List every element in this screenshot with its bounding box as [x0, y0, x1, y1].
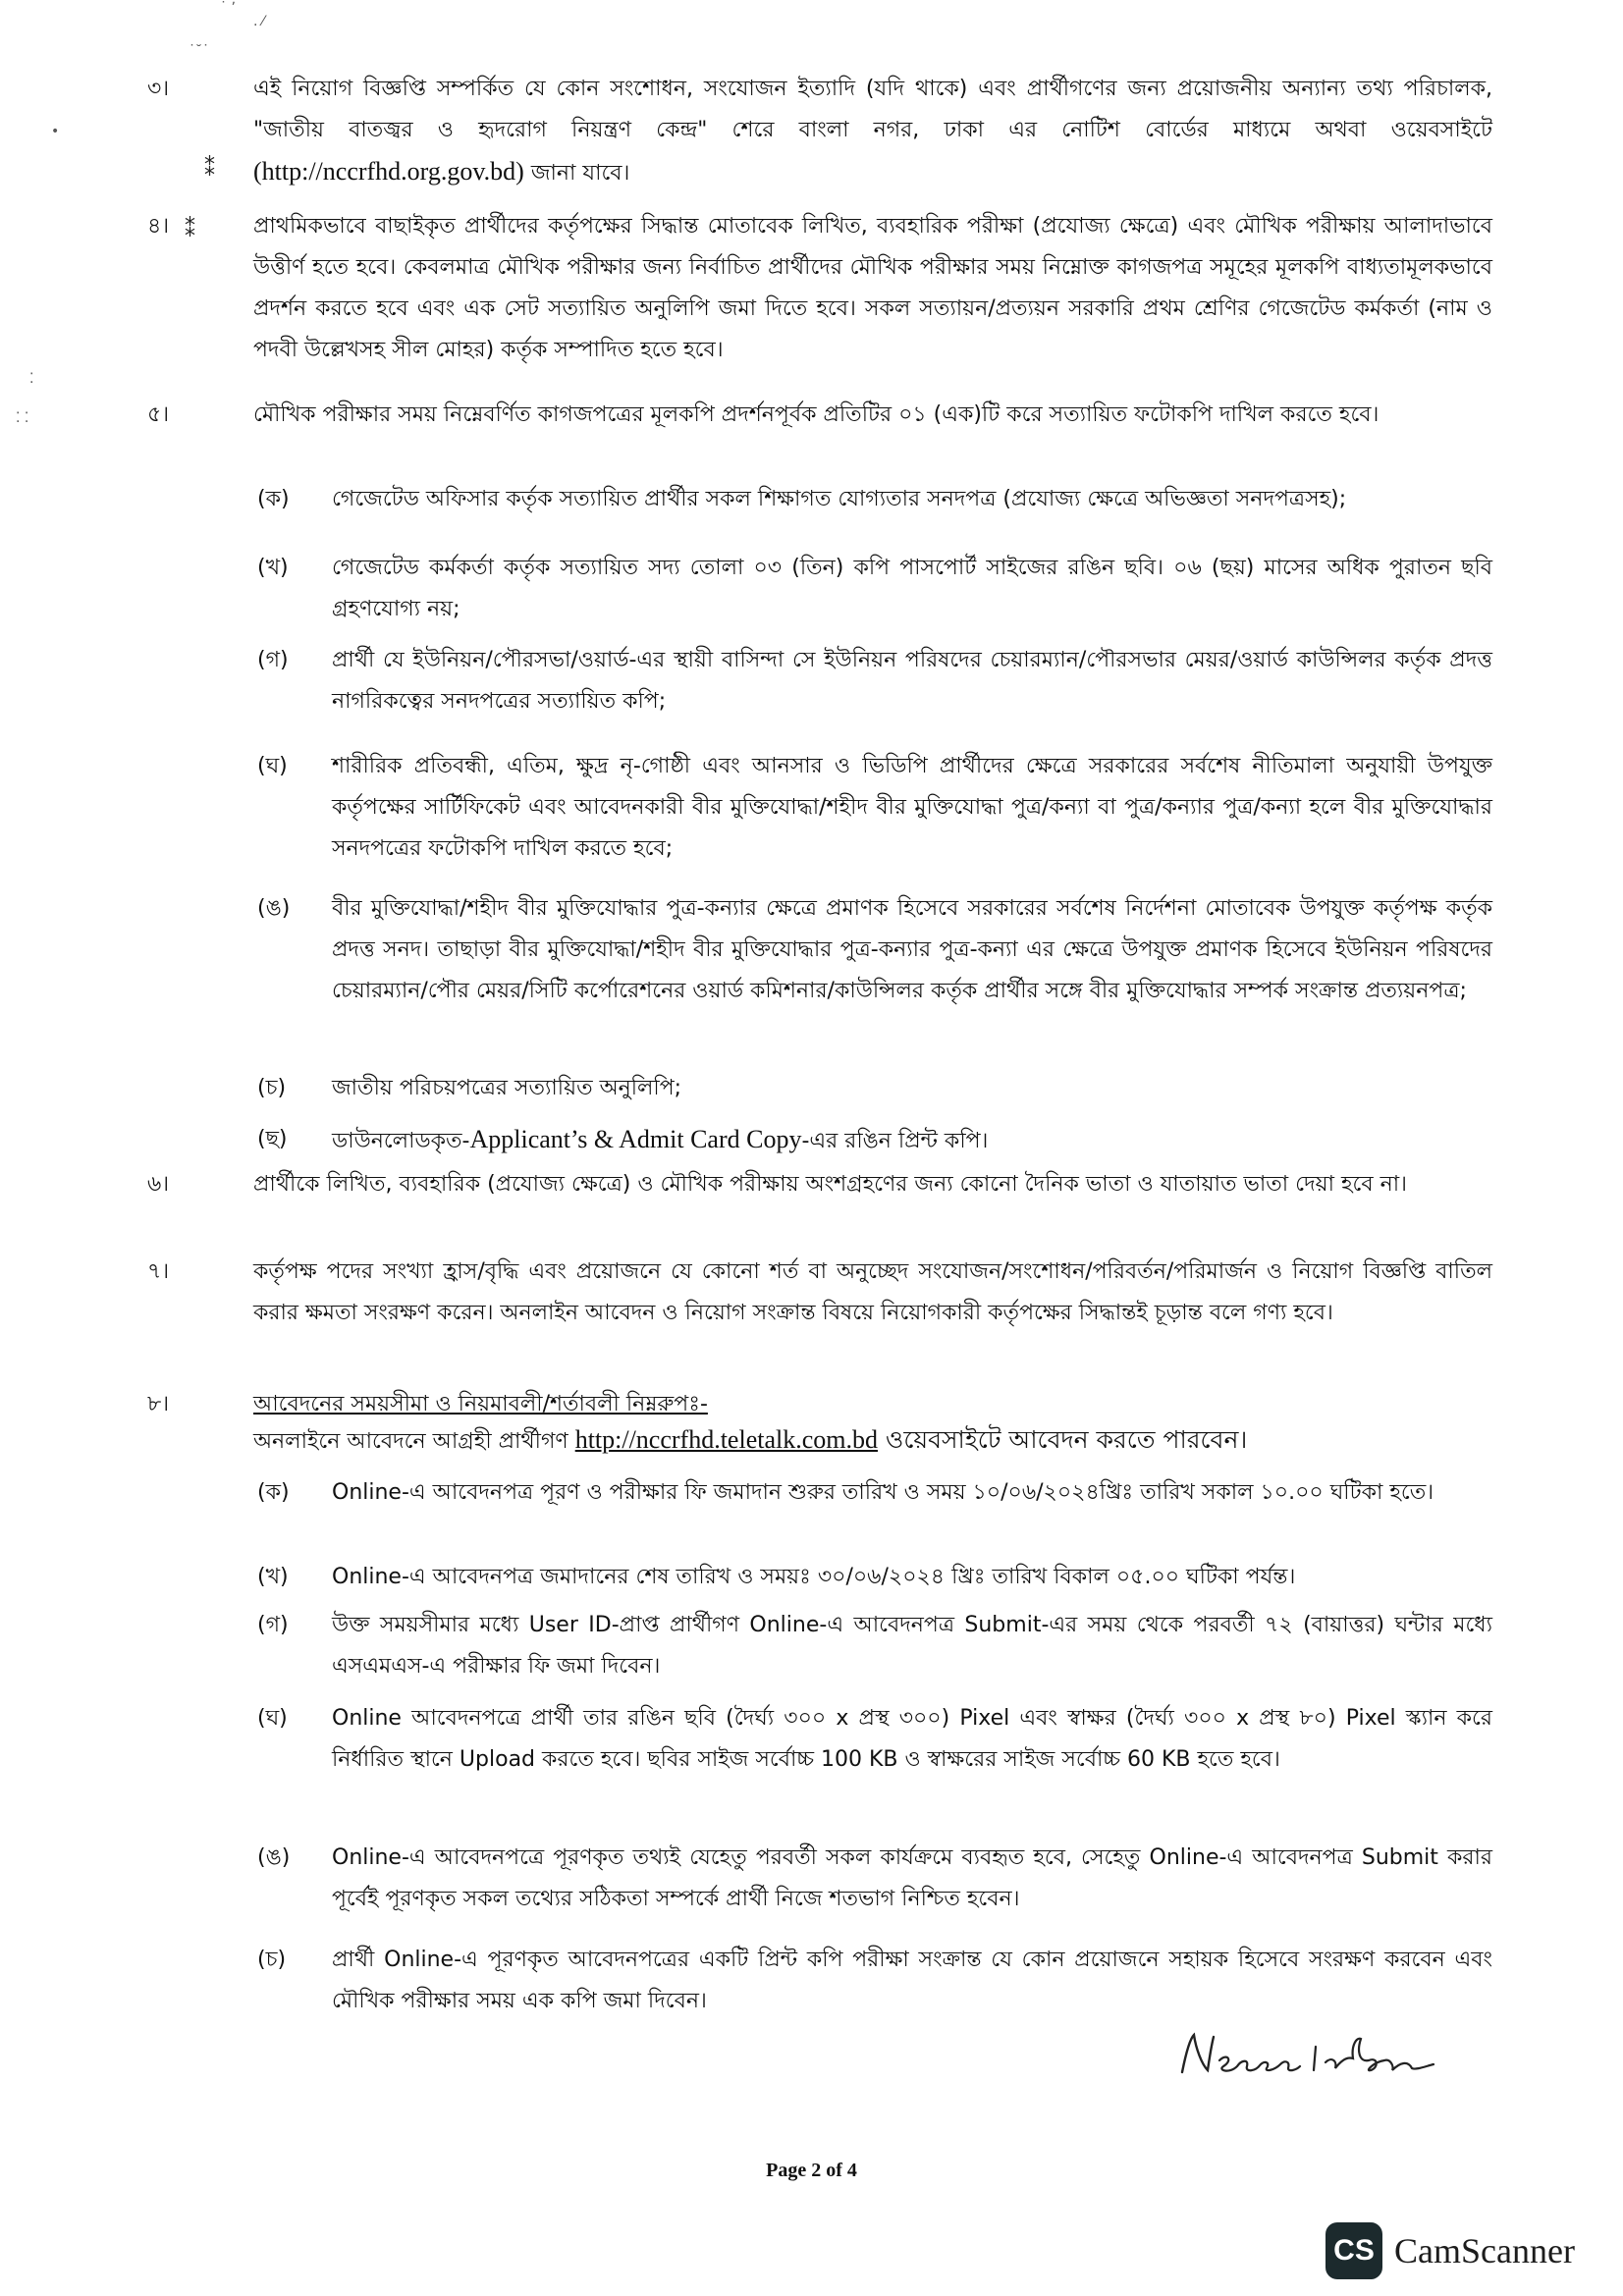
item-6-text: প্রার্থীকে লিখিত, ব্যবহারিক (প্রযোজ্য ক্ষেত্রে) ও মৌখিক পরীক্ষায় অংশগ্রহণের জন্য কোনো দৈনিক ভাতা ও যাতায়াত ভাতা দেয়া হবে না।	[253, 1172, 1407, 1197]
item-6-number: ৬।	[147, 1172, 170, 1197]
item-5-sub-post: -এর রঙিন প্রিন্ট কপি।	[801, 1129, 989, 1153]
item-8-sub-text: Online-এ আবেদনপত্রে পূরণকৃত তথ্যই যেহেতু পরবর্তী সকল কার্যক্রমে ব্যবহৃত হবে, সেহেতু Online-এ আবেদনপত্র Submit করার পূর্বেই পূরণকৃত সকল তথ্যের সঠিকতা সম্পর্কে প্রার্থী নিজে শতভাগ নিশ্চিত হবেন।	[332, 1845, 1492, 1911]
scan-mark-icon: ⁑	[204, 157, 215, 182]
item-5-sub-label: (ঘ)	[257, 754, 288, 778]
item-5-sub-text: গেজেটেড অফিসার কর্তৃক সত্যায়িত প্রার্থীর সকল শিক্ষাগত যোগ্যতার সনদপত্র (প্রযোজ্য ক্ষেত্রে অভিজ্ঞতা সনদপত্রসহ);	[332, 487, 1347, 511]
item-8-sub-label: (ঘ)	[257, 1706, 288, 1731]
notice-website-link[interactable]: (http://nccrfhd.org.gov.bd)	[253, 157, 524, 186]
item-8-sub-label: (গ)	[257, 1613, 289, 1637]
item-8-sub-label: (ঙ)	[257, 1845, 291, 1870]
scan-mark-icon: ⁚	[29, 371, 34, 387]
item-8-sub-label: (খ)	[257, 1565, 289, 1589]
item-5-sub-label: (গ)	[257, 648, 289, 672]
item-5-sub-latin: Applicant’s & Admit Card Copy	[469, 1125, 802, 1153]
item-5-sub-text: প্রার্থী যে ইউনিয়ন/পৌরসভা/ওয়ার্ড-এর স্থায়ী বাসিন্দা সে ইউনিয়ন পরিষদের চেয়ারম্যান/পৌরসভার মেয়র/ওয়ার্ড কাউন্সিলর কর্তৃক প্রদত্ত নাগরিকত্বের সনদপত্রের সত্যায়িত কপি;	[332, 648, 1492, 714]
item-8-sub-label: (চ)	[257, 1948, 287, 1972]
item-5-sub-text: বীর মুক্তিযোদ্ধা/শহীদ বীর মুক্তিযোদ্ধার পুত্র-কন্যার ক্ষেত্রে প্রমাণক হিসেবে সরকারের সর্বশেষ নির্দেশনা মোতাবেক উপযুক্ত কর্তৃপক্ষ কর্তৃক প্রদত্ত সনদ। তাছাড়া বীর মুক্তিযোদ্ধা/শহীদ বীর মুক্তিযোদ্ধার পুত্র-কন্যার পুত্র-কন্যা এর ক্ষেত্রে উপযুক্ত প্রমাণক হিসেবে ইউনিয়ন পরিষদের চেয়ারম্যান/পৌর মেয়র/সিটি কর্পোরেশনের ওয়ার্ড কমিশনার/কাউন্সিলর কর্তৃক প্রার্থীর সঙ্গে বীর মুক্তিযোদ্ধার সম্পর্ক সংক্রান্ত প্রত্যয়নপত্র;	[332, 896, 1492, 1003]
camscanner-label: CamScanner	[1394, 2231, 1575, 2270]
item-8-sub-text: Online-এ আবেদনপত্র পূরণ ও পরীক্ষার ফি জমাদান শুরুর তারিখ ও সময় ১০/০৬/২০২৪খ্রিঃ তারিখ সকাল ১০.০০ ঘটিকা হতে।	[332, 1480, 1434, 1505]
item-3-text	[253, 69, 1492, 194]
scan-mark-icon: •	[51, 124, 60, 139]
item-4-number: ৪।	[147, 214, 170, 239]
item-8-intro-post: ওয়েবসাইটে আবেদন করতে পারবেন।	[877, 1425, 1248, 1454]
scan-mark-icon: . ⁄	[253, 14, 265, 29]
item-5-sub-label: (ঙ)	[257, 896, 291, 921]
item-8-sub-text: প্রার্থী Online-এ পূরণকৃত আবেদনপত্রের একটি প্রিন্ট কপি পরীক্ষা সংক্রান্ত যে কোন প্রয়োজনে সহায়ক হিসেবে সংরক্ষণ করবেন এবং মৌখিক পরীক্ষার সময় এক কপি জমা দিবেন।	[332, 1948, 1492, 2013]
item-5-sub-text: শারীরিক প্রতিবন্ধী, এতিম, ক্ষুদ্র নৃ-গোষ্ঠী এবং আনসার ও ভিডিপি প্রার্থীদের ক্ষেত্রে সরকারের সর্বশেষ নীতিমালা অনুযায়ী উপযুক্ত কর্তৃপক্ষের সার্টিফিকেট এবং আবেদনকারী বীর মুক্তিযোদ্ধা/শহীদ বীর মুক্তিযোদ্ধা পুত্র/কন্যা বা পুত্র/কন্যার পুত্র/কন্যা হলে বীর মুক্তিযোদ্ধার সনদপত্রের ফটোকপি দাখিল করতে হবে;	[332, 754, 1492, 861]
item-5-sub-text: গেজেটেড কর্মকর্তা কর্তৃক সত্যায়িত সদ্য তোলা ০৩ (তিন) কপি পাসপোর্ট সাইজের রঙিন ছবি। ০৬ (ছয়) মাসের অধিক পুরাতন ছবি গ্রহণযোগ্য নয়;	[332, 556, 1492, 621]
item-8-sub-label: (ক)	[257, 1480, 290, 1505]
item-4-text: প্রাথমিকভাবে বাছাইকৃত প্রার্থীদের কর্তৃপক্ষের সিদ্ধান্ত মোতাবেক লিখিত, ব্যবহারিক পরীক্ষা (প্রযোজ্য ক্ষেত্রে) এবং মৌখিক পরীক্ষায় আলাদাভাবে উত্তীর্ণ হতে হবে। কেবলমাত্র মৌখিক পরীক্ষার জন্য নির্বাচিত প্রার্থীদের মৌখিক পরীক্ষার সময় নিম্নোক্ত কাগজপত্র সমূহের মূলকপি বাধ্যতামূলকভাবে প্রদর্শন করতে হবে এবং এক সেট সত্যায়িত অনুলিপি জমা দিতে হবে। সকল সত্যায়ন/প্রত্যয়ন সরকারি প্রথম শ্রেণির গেজেটেড কর্মকর্তা (নাম ও পদবী উল্লেখসহ সীল মোহর) কর্তৃক সম্পাদিত হতে হবে।	[253, 214, 1492, 362]
page-number: Page 2 of 4	[766, 2160, 857, 2181]
item-5-sub-pre: ডাউনলোডকৃত-	[332, 1129, 470, 1153]
item-8-sub-text: Online আবেদনপত্রে প্রার্থী তার রঙিন ছবি (দৈর্ঘ্য ৩০০ x প্রস্থ ৩০০) Pixel এবং স্বাক্ষর (দৈর্ঘ্য ৩০০ x প্রস্থ ৮০) Pixel স্ক্যান করে নির্ধারিত স্থানে Upload করতে হবে। ছবির সাইজ সর্বোচ্চ 100 KB ও স্বাক্ষরের সাইজ সর্বোচ্চ 60 KB হতে হবে।	[332, 1706, 1492, 1772]
item-8-intro-pre: অনলাইনে আবেদনে আগ্রহী প্রার্থীগণ	[253, 1429, 575, 1454]
scan-mark-icon: ˙ ՚	[220, 0, 236, 16]
scan-mark-icon: ˙˘˙	[189, 43, 209, 59]
item-5-number: ৫।	[147, 402, 170, 427]
item-3-number: ৩।	[147, 77, 170, 101]
item-5-sub-label: (খ)	[257, 556, 289, 580]
item-3-tail: জানা যাবে।	[523, 161, 630, 186]
item-5-sub-text	[332, 1119, 1492, 1162]
item-8-sub-text: উক্ত সময়সীমার মধ্যে User ID-প্রাপ্ত প্রার্থীগণ Online-এ আবেদনপত্র Submit-এর সময় থেকে পরবর্তী ৭২ (বায়াত্তর) ঘন্টার মধ্যে এসএমএস-এ পরীক্ষার ফি জমা দিবেন।	[332, 1613, 1492, 1679]
item-8-intro	[253, 1419, 1492, 1463]
item-5-sub-label: (ছ)	[257, 1127, 288, 1151]
teletalk-website-link[interactable]: http://nccrfhd.teletalk.com.bd	[574, 1425, 878, 1454]
signature	[1168, 2017, 1453, 2096]
item-5-sub-label: (ক)	[257, 487, 290, 511]
item-7-number: ৭।	[147, 1259, 170, 1284]
item-5-text: মৌখিক পরীক্ষার সময় নিম্নেবর্ণিত কাগজপত্রের মূলকপি প্রদর্শনপূর্বক প্রতিটির ০১ (এক)টি করে সত্যায়িত ফটোকপি দাখিল করতে হবে।	[253, 402, 1380, 427]
item-8-sub-text: Online-এ আবেদনপত্র জমাদানের শেষ তারিখ ও সময়ঃ ৩০/০৬/২০২৪ খ্রিঃ তারিখ বিকাল ০৫.০০ ঘটিকা পর্যন্ত।	[332, 1565, 1296, 1589]
item-5-sub-label: (চ)	[257, 1076, 287, 1100]
scan-mark-icon: ⁑	[185, 218, 195, 242]
camscanner-watermark	[1325, 2222, 1600, 2281]
item-8-heading: আবেদনের সময়সীমা ও নিয়মাবলী/শর্তাবলী নিম্নরুপঃ-	[253, 1392, 708, 1416]
item-8-number: ৮।	[147, 1392, 170, 1416]
item-5-sub-text: জাতীয় পরিচয়পত্রের সত্যায়িত অনুলিপি;	[332, 1076, 682, 1100]
item-3-body: এই নিয়োগ বিজ্ঞপ্তি সম্পর্কিত যে কোন সংশোধন, সংযোজন ইত্যাদি (যদি থাকে) এবং প্রার্থীগণের জন্য প্রয়োজনীয় অন্যান্য তথ্য পরিচালক, "জাতীয় বাতজ্বর ও হৃদরোগ নিয়ন্ত্রণ কেন্দ্র" শেরে বাংলা নগর, ঢাকা এর নোটিশ বোর্ডের মাধ্যমে অথবা ওয়েবসাইটে	[253, 77, 1492, 142]
scan-mark-icon: ⁚ ⁚	[16, 410, 29, 426]
camscanner-logo-icon: CS	[1325, 2222, 1382, 2279]
item-7-text: কর্তৃপক্ষ পদের সংখ্যা হ্রাস/বৃদ্ধি এবং প্রয়োজনে যে কোনো শর্ত বা অনুচ্ছেদ সংযোজন/সংশোধন/পরিবর্তন/পরিমার্জন ও নিয়োগ বিজ্ঞপ্তি বাতিল করার ক্ষমতা সংরক্ষণ করেন। অনলাইন আবেদন ও নিয়োগ সংক্রান্ত বিষয়ে নিয়োগকারী কর্তৃপক্ষের সিদ্ধান্তই চূড়ান্ত বলে গণ্য হবে।	[253, 1259, 1492, 1325]
